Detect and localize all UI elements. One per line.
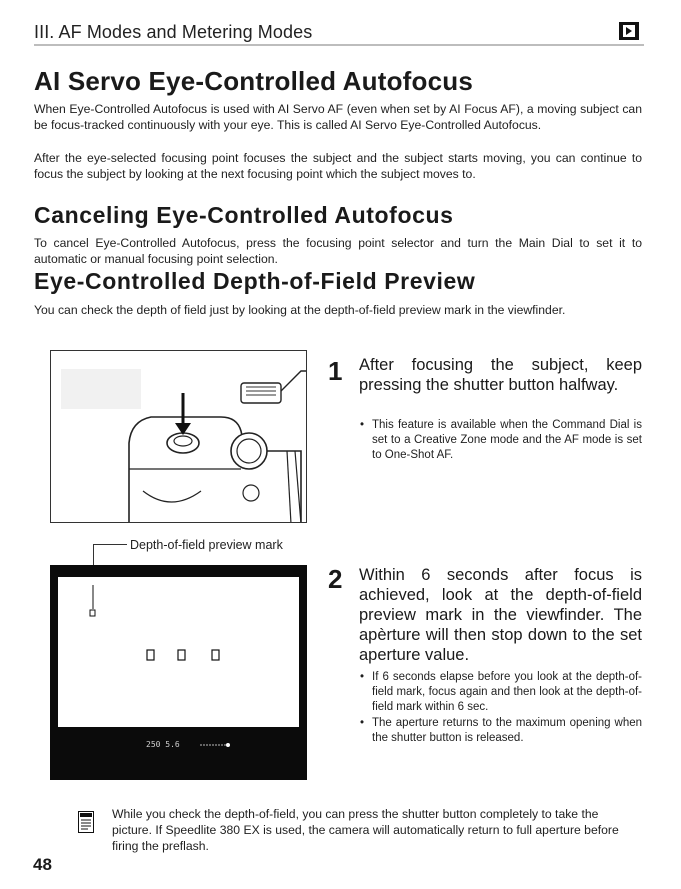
camera-illustration — [50, 350, 307, 523]
page-number: 48 — [33, 855, 52, 874]
step-1-text: After focusing the subject, keep pressing the shutter button halfway. — [359, 356, 642, 394]
memo-note-icon — [78, 811, 94, 833]
viewfinder-display-icon — [50, 565, 307, 780]
step-number-2: 2 — [328, 564, 343, 594]
note-text: While you check the depth-of-field, you can press the shutter button completely to take the picture. If Speedlite 380 EX is used, the camera will automatically return to full aperture before firing the preflash. — [112, 807, 619, 853]
list-item: • The aperture returns to the maximum opening when the shutter button is released. — [359, 716, 642, 746]
step-number-1: 1 — [328, 356, 343, 386]
section-title-dof-preview: Eye-Controlled Depth-of-Field Preview — [34, 268, 476, 294]
list-item: • If 6 seconds elapse before you look at the depth-of-field mark, focus again and then look at the depth-of-field mark within 6 sec. — [359, 670, 642, 715]
camera-top-icon — [51, 351, 307, 523]
dof-mark-callout-label: Depth-of-field preview mark — [130, 538, 283, 552]
bookmark-tab-icon — [619, 22, 639, 40]
section-title-ai-servo: AI Servo Eye-Controlled Autofocus — [34, 66, 474, 96]
step-2-bullets — [359, 670, 642, 747]
paragraph-canceling: To cancel Eye-Controlled Autofocus, press the focusing point selector and turn the Main Dial to set it to automatic or manual focusing point selection. — [34, 236, 642, 266]
viewfinder-illustration — [50, 565, 307, 780]
section-title-canceling: Canceling Eye-Controlled Autofocus — [34, 202, 454, 228]
svg-text:250 5.6: 250 5.6 — [146, 740, 180, 749]
paragraph-ai-servo-intro: When Eye-Controlled Autofocus is used with AI Servo AF (even when set by AI Focus AF), a moving subject can be focus-tracked continuously with your eye. This is called AI Servo Eye-Controlled Autofocus. — [34, 102, 642, 132]
header-rule — [34, 44, 644, 46]
paragraph-dof-preview: You can check the depth of field just by looking at the depth-of-field preview mark in the viewfinder. — [34, 303, 566, 317]
step-1-bullets — [359, 418, 642, 464]
step-2-text: Within 6 seconds after focus is achieved, look at the depth-of-field preview mark in the viewfinder. The apèrture will then stop down to the set aperture value. — [359, 566, 642, 664]
list-item: • This feature is available when the Command Dial is set to a Creative Zone mode and the AF mode is set to One-Shot AF. — [359, 418, 642, 463]
chapter-title: III. AF Modes and Metering Modes — [34, 22, 313, 42]
callout-leader-line — [93, 544, 127, 545]
paragraph-ai-servo-tracking: After the eye-selected focusing point focuses the subject and the subject starts moving, you can continue to focus the subject by looking at the next focusing point which the subject moves to. — [34, 151, 642, 181]
